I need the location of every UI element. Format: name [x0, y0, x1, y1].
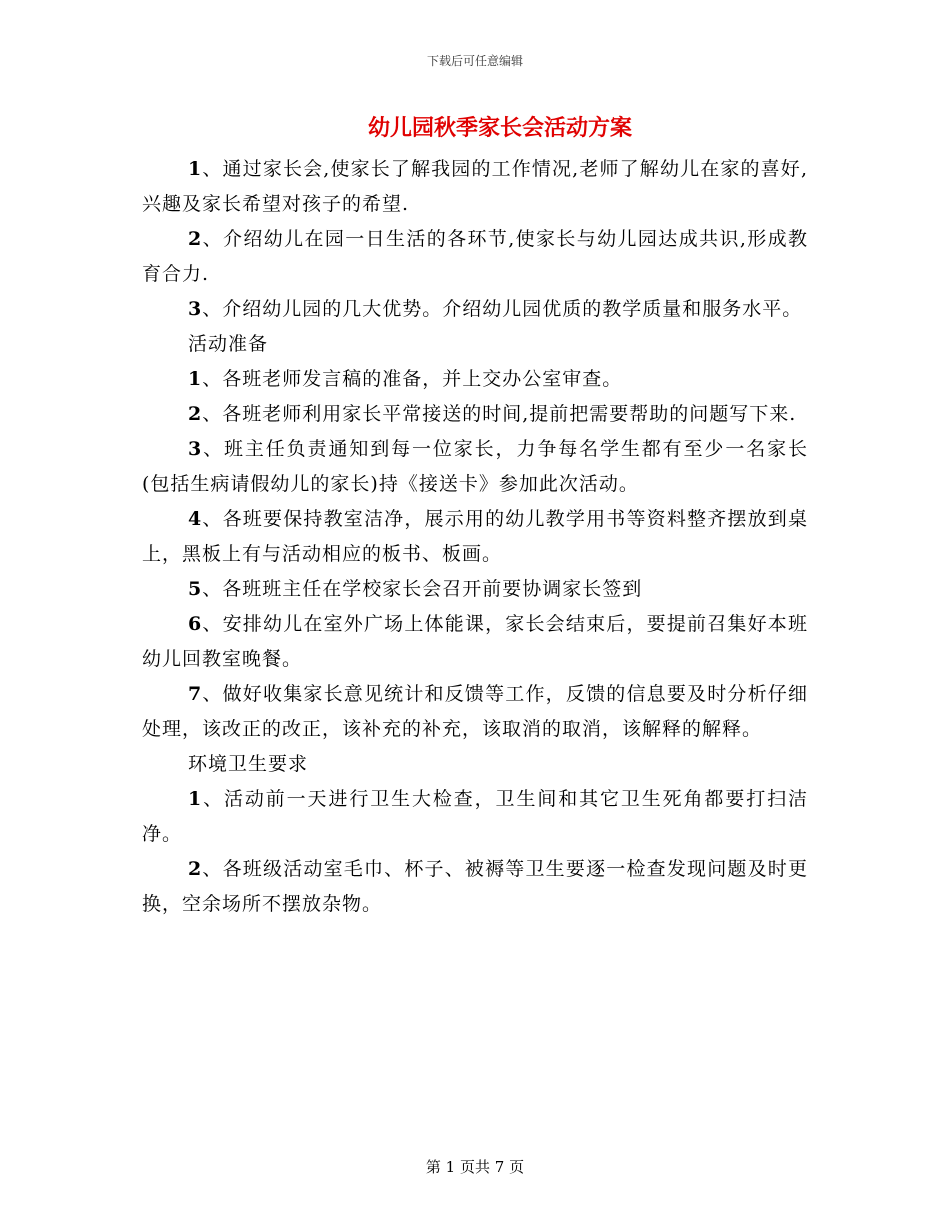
item-text: 、各班要保持教室洁净，展示用的幼儿教学用书等资料整齐摆放到桌上，黑板上有与活动相应的板书、板画。 — [142, 508, 808, 565]
item-text: 、安排幼儿在室外广场上体能课，家长会结束后，要提前召集好本班幼儿回教室晚餐。 — [142, 613, 808, 670]
prep-item-6 — [142, 607, 808, 677]
item-text: 、各班老师发言稿的准备，并上交办公室审查。 — [202, 368, 623, 390]
item-number: 6 — [188, 613, 203, 635]
prep-item-2 — [142, 397, 808, 432]
prep-item-3 — [142, 432, 808, 502]
item-text: 、各班级活动室毛巾、杯子、被褥等卫生要逐一检查发现问题及时更换，空余场所不摆放杂物。 — [142, 858, 808, 915]
prep-item-1 — [142, 362, 808, 397]
item-number: 1 — [188, 788, 203, 810]
page-header-note: 下载后可任意编辑 — [426, 54, 523, 68]
item-number: 3 — [188, 298, 203, 320]
hygiene-item-1 — [142, 782, 808, 852]
item-text: 、介绍幼儿在园一日生活的各环节,使家长与幼儿园达成共识,形成教育合力. — [142, 228, 808, 285]
item-number: 7 — [188, 683, 203, 705]
item-text: 、各班老师利用家长平常接送的时间,提前把需要帮助的问题写下来. — [202, 403, 797, 425]
item-text: 、介绍幼儿园的几大优势。介绍幼儿园优质的教学质量和服务水平。 — [202, 298, 803, 320]
item-text: 、班主任负责通知到每一位家长，力争每名学生都有至少一名家长(包括生病请假幼儿的家长)持《接送卡》参加此次活动。 — [142, 438, 808, 495]
item-number: 4 — [188, 508, 203, 530]
item-text: 、各班班主任在学校家长会召开前要协调家长签到 — [202, 578, 643, 600]
goal-item-3 — [142, 292, 808, 327]
goal-item-1 — [142, 152, 808, 222]
prep-item-7 — [142, 677, 808, 747]
item-number: 2 — [188, 228, 203, 250]
item-number: 1 — [188, 368, 203, 390]
section-heading-hygiene: 环境卫生要求 — [188, 753, 309, 775]
goal-item-2 — [142, 222, 808, 292]
page-number-footer: 第 1 页共 7 页 — [425, 1158, 525, 1176]
item-text: 、做好收集家长意见统计和反馈等工作，反馈的信息要及时分析仔细处理，该改正的改正，该补充的补充，该取消的取消，该解释的解释。 — [142, 683, 808, 740]
hygiene-item-2 — [142, 852, 808, 922]
item-number: 2 — [188, 858, 203, 880]
item-number: 3 — [188, 438, 203, 460]
prep-item-4 — [142, 502, 808, 572]
item-text: 、活动前一天进行卫生大检查，卫生间和其它卫生死角都要打扫洁净。 — [142, 788, 808, 845]
item-number: 1 — [188, 158, 203, 180]
item-number: 5 — [188, 578, 203, 600]
document-body — [142, 152, 808, 922]
prep-item-5 — [142, 572, 808, 607]
item-text: 、通过家长会,使家长了解我园的工作情况,老师了解幼儿在家的喜好,兴趣及家长希望对孩子的希望. — [142, 158, 808, 215]
document-title: 幼儿园秋季家长会活动方案 — [367, 115, 632, 141]
section-heading-preparation: 活动准备 — [188, 333, 269, 355]
item-number: 2 — [188, 403, 203, 425]
